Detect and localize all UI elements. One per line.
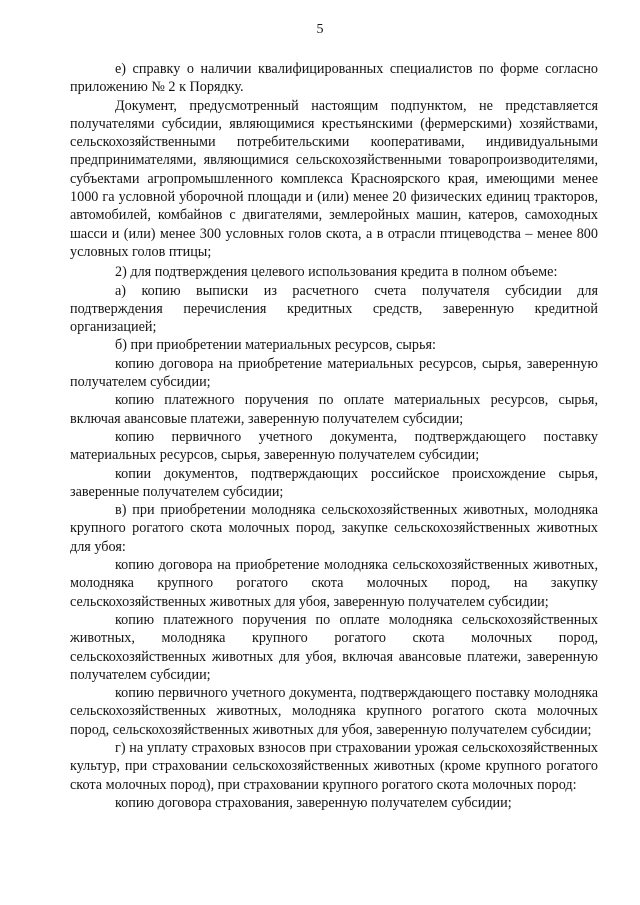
document-body <box>70 60 598 812</box>
paragraph-section-2: 2) для подтверждения целевого использования кредита в полном объеме: <box>115 264 558 281</box>
paragraph-g-insurance-contract: копию договора страхования, заверенную получателем субсидии; <box>115 794 512 811</box>
paragraph-item-b: б) при приобретении материальных ресурсов, сырья: <box>115 337 436 354</box>
paragraph-v-payment-order: копию платежного поручения по оплате молодняка сельскохозяйственных животных, молодняка крупного рогатого скота молочных пород, сельскохозяйственных животных для убоя, включая авансовые платежи, заверенную получателем субсидии; <box>70 611 598 683</box>
page-number: 5 <box>316 22 324 37</box>
paragraph-b-contract: копию договора на приобретение материальных ресурсов, сырья, заверенную получателем субсидии; <box>70 355 598 391</box>
paragraph-b-payment-order: копию платежного поручения по оплате материальных ресурсов, сырья, включая авансовые платежи, заверенную получателем субсидии; <box>70 392 598 427</box>
paragraph-b-origin-documents: копии документов, подтверждающих российское происхождение сырья, заверенные получателем субсидии; <box>70 465 598 500</box>
paragraph-v-primary-document: копию первичного учетного документа, подтверждающего поставку молодняка сельскохозяйственных животных, молодняка крупного рогатого скота молочных пород, сельскохозяйственных животных для убоя, заверенную получателем субсидии; <box>70 685 598 738</box>
paragraph-v-contract: копию договора на приобретение молодняка сельскохозяйственных животных, молодняка крупного рогатого скота молочных пород, на закупку сельскохозяйственных животных для убоя, заверенную получателем субсидии; <box>70 557 598 610</box>
paragraph-b-primary-document: копию первичного учетного документа, подтверждающего поставку материальных ресурсов, сырья, заверенную получателем субсидии; <box>70 428 598 464</box>
paragraph-exemption-note: Документ, предусмотренный настоящим подпунктом, не представляется получателями субсидии, являющимися крестьянскими (фермерскими) хозяйствами, сельскохозяйственными потребительскими кооперативами, индивидуальными предпринимателями, являющимися сельскохозяйственными товаропроизводителями, субъектами агропромышленного комплекса Красноярского края, имеющими менее 1000 га условной уборочной площади и (или) менее 20 физических единиц тракторов, автомобилей, комбайнов с двигателями, землеройных машин, катеров, самоходных шасси и (или) менее 300 условных голов скота, а в отрасли птицеводства – менее 800 условных голов птицы; <box>70 97 598 260</box>
paragraph-item-v: в) при приобретении молодняка сельскохозяйственных животных, молодняка крупного рогатого скота молочных пород, закупке сельскохозяйственных животных для убоя: <box>70 502 598 555</box>
paragraph-item-e: е) справку о наличии квалифицированных специалистов по форме согласно приложению № 2 к Порядку. <box>70 61 598 96</box>
paragraph-item-a: а) копию выписки из расчетного счета получателя субсидии для подтверждения перечисления кредитных средств, заверенную кредитной организацией; <box>70 282 598 336</box>
paragraph-item-g: г) на уплату страховых взносов при страховании урожая сельскохозяйственных культур, при страховании сельскохозяйственных животных (кроме крупного рогатого скота молочных пород), при страховании крупного рогатого скота молочных пород: <box>70 739 598 793</box>
